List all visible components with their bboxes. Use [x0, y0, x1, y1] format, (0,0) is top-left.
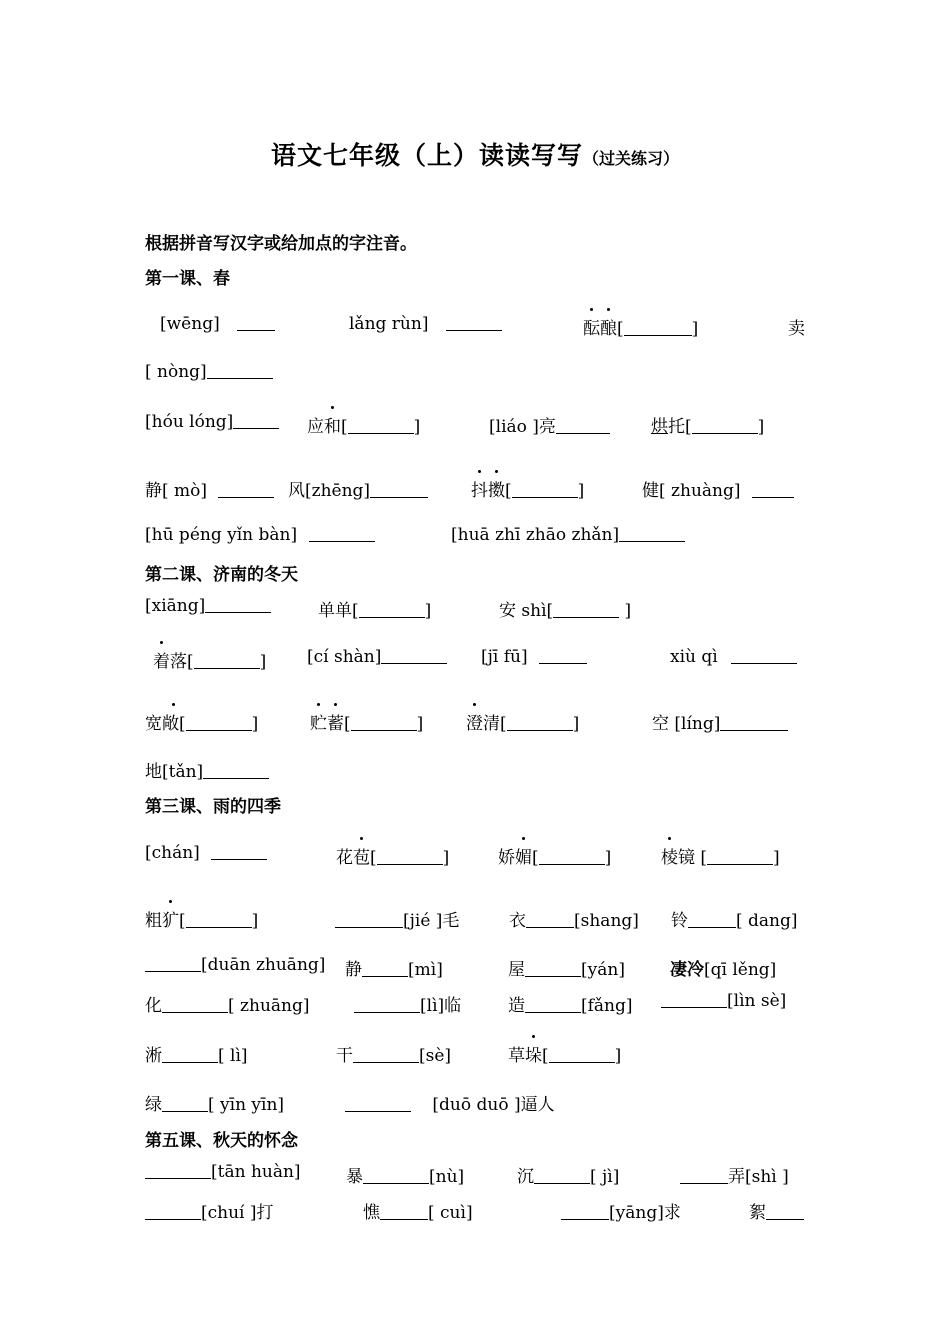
answer-blank[interactable]	[348, 418, 414, 434]
answer-blank[interactable]	[363, 1168, 429, 1184]
answer-blank[interactable]	[370, 482, 428, 498]
exercise-item: 粗犷[ ]	[145, 906, 258, 931]
answer-blank[interactable]	[237, 315, 275, 331]
exercise-item: 静 [mì]	[345, 960, 443, 980]
lesson-heading-2: 第二课、济南的冬天	[145, 565, 298, 585]
lesson-heading-3: 第三课、雨的四季	[145, 797, 281, 817]
exercise-item: 烘托[ ]	[651, 417, 765, 437]
answer-blank[interactable]	[534, 1168, 590, 1184]
lesson-heading-1: 第一课、春	[145, 269, 230, 289]
exercise-item: 绿 [ yīn yīn]	[145, 1095, 285, 1115]
answer-blank[interactable]	[351, 715, 417, 731]
answer-blank[interactable]	[525, 997, 581, 1013]
answer-blank[interactable]	[145, 956, 201, 972]
answer-blank[interactable]	[362, 961, 408, 977]
answer-blank[interactable]	[186, 912, 252, 928]
answer-blank[interactable]	[661, 992, 727, 1008]
answer-blank[interactable]	[720, 715, 788, 731]
answer-blank[interactable]	[380, 1204, 428, 1220]
exercise-item: 凄冷[qī lěng]	[670, 960, 777, 980]
answer-blank[interactable]	[539, 648, 587, 664]
exercise-item: 屋 [yán]	[508, 960, 625, 980]
answer-blank[interactable]	[619, 526, 685, 542]
exercise-item: 干 [sè]	[336, 1046, 452, 1066]
answer-blank[interactable]	[218, 482, 274, 498]
answer-blank[interactable]	[354, 997, 420, 1013]
exercise-item: 抖擞[ ]	[471, 476, 584, 501]
answer-blank[interactable]	[556, 418, 610, 434]
answer-blank[interactable]	[194, 653, 260, 669]
exercise-item: 空 [líng]	[652, 709, 788, 734]
answer-blank[interactable]	[731, 648, 797, 664]
answer-blank[interactable]	[446, 315, 502, 331]
exercise-item: [chuí ]打	[145, 1198, 274, 1223]
answer-blank[interactable]	[707, 849, 773, 865]
answer-blank[interactable]	[353, 1047, 419, 1063]
page-title: 语文七年级（上）读读写写（过关练习）	[270, 141, 680, 170]
exercise-item: 娇媚[ ]	[498, 843, 611, 868]
answer-blank[interactable]	[233, 413, 279, 429]
exercise-item: 淅 [ lì]	[145, 1046, 248, 1066]
exercise-item: lǎng rùn]	[349, 314, 502, 334]
exercise-item: 弄[shì ]	[680, 1162, 789, 1187]
exercise-item: [lì]临	[354, 991, 461, 1016]
exercise-item: 卖	[788, 319, 805, 339]
answer-blank[interactable]	[345, 1096, 411, 1112]
exercise-item: [tān huàn]	[145, 1162, 301, 1182]
answer-blank[interactable]	[526, 912, 574, 928]
answer-blank[interactable]	[186, 715, 252, 731]
exercise-item: [jié ]毛	[335, 906, 459, 931]
exercise-item: [lìn sè]	[661, 991, 786, 1011]
answer-blank[interactable]	[162, 1096, 208, 1112]
exercise-item: 暴 [nù]	[346, 1167, 465, 1187]
answer-blank[interactable]	[680, 1168, 728, 1184]
answer-blank[interactable]	[381, 648, 447, 664]
exercise-item: 酝酿[ ]	[583, 314, 698, 339]
exercise-item: xiù qì	[670, 647, 797, 667]
exercise-item: 棱镜 [ ]	[661, 843, 780, 868]
exercise-item: 铃 [ dang]	[671, 911, 798, 931]
exercise-item: 地[tǎn]	[145, 757, 269, 782]
exercise-item: 沉 [ jì]	[517, 1167, 620, 1187]
lesson-heading-5: 第五课、秋天的怀念	[145, 1131, 298, 1151]
exercise-item: 风[zhēng]	[288, 476, 428, 501]
answer-blank[interactable]	[525, 961, 581, 977]
exercise-item: [chán]	[145, 843, 267, 863]
exercise-item: 絮	[749, 1198, 804, 1223]
answer-blank[interactable]	[211, 844, 267, 860]
answer-blank[interactable]	[162, 1047, 218, 1063]
exercise-item: 宽敞[ ]	[145, 709, 258, 734]
page-subtitle: （过关练习）	[583, 149, 680, 168]
answer-blank[interactable]	[145, 1204, 201, 1220]
exercise-item: 化 [ zhuāng]	[145, 996, 310, 1016]
exercise-item: 花苞[ ]	[336, 843, 449, 868]
exercise-item: [hū péng yǐn bàn]	[145, 525, 375, 545]
exercise-item: 单单[ ]	[318, 601, 432, 621]
instruction: 根据拼音写汉字或给加点的字注音。	[145, 234, 417, 254]
answer-blank[interactable]	[377, 849, 443, 865]
answer-blank[interactable]	[507, 715, 573, 731]
exercise-item: [jī fū]	[481, 647, 587, 667]
exercise-item: 草垛[ ]	[508, 1041, 621, 1066]
answer-blank[interactable]	[539, 849, 605, 865]
exercise-item: 造 [fǎng]	[508, 996, 633, 1016]
exercise-item: 健[ zhuàng]	[642, 476, 794, 501]
exercise-item: [hóu lóng]	[145, 412, 279, 432]
exercise-item: [ nòng]	[145, 362, 273, 382]
exercise-item: [yāng]求	[561, 1198, 681, 1223]
exercise-item: 衣 [shang]	[509, 911, 639, 931]
answer-blank[interactable]	[205, 597, 271, 613]
exercise-item: 贮蓄[ ]	[310, 709, 423, 734]
answer-blank[interactable]	[752, 482, 794, 498]
exercise-item: [duō duō ]逼人	[345, 1090, 555, 1115]
exercise-item: [duān zhuāng]	[145, 955, 325, 975]
answer-blank[interactable]	[359, 602, 425, 618]
exercise-item: 静[ mò]	[145, 476, 274, 501]
answer-blank[interactable]	[145, 1163, 211, 1179]
exercise-item: 憔 [ cuì]	[363, 1203, 473, 1223]
exercise-item: 安 shì[ ]	[499, 601, 632, 621]
exercise-item: [liáo ]亮	[489, 412, 610, 437]
answer-blank[interactable]	[624, 320, 692, 336]
exercise-item: [xiāng]	[145, 596, 271, 616]
answer-blank[interactable]	[553, 602, 619, 618]
answer-blank[interactable]	[766, 1204, 804, 1220]
exercise-item: 着落[ ]	[153, 647, 266, 672]
answer-blank[interactable]	[561, 1204, 609, 1220]
exercise-item: [wēng]	[160, 314, 275, 334]
answer-blank[interactable]	[688, 912, 736, 928]
answer-blank[interactable]	[549, 1047, 615, 1063]
answer-blank[interactable]	[309, 526, 375, 542]
answer-blank[interactable]	[207, 363, 273, 379]
answer-blank[interactable]	[692, 418, 758, 434]
exercise-item: 应和[ ]	[307, 412, 420, 437]
answer-blank[interactable]	[162, 997, 228, 1013]
answer-blank[interactable]	[335, 912, 403, 928]
answer-blank[interactable]	[203, 763, 269, 779]
exercise-item: [cí shàn]	[307, 647, 447, 667]
exercise-item: [huā zhī zhāo zhǎn]	[451, 525, 685, 545]
exercise-item: 澄清[ ]	[466, 709, 579, 734]
answer-blank[interactable]	[512, 482, 578, 498]
